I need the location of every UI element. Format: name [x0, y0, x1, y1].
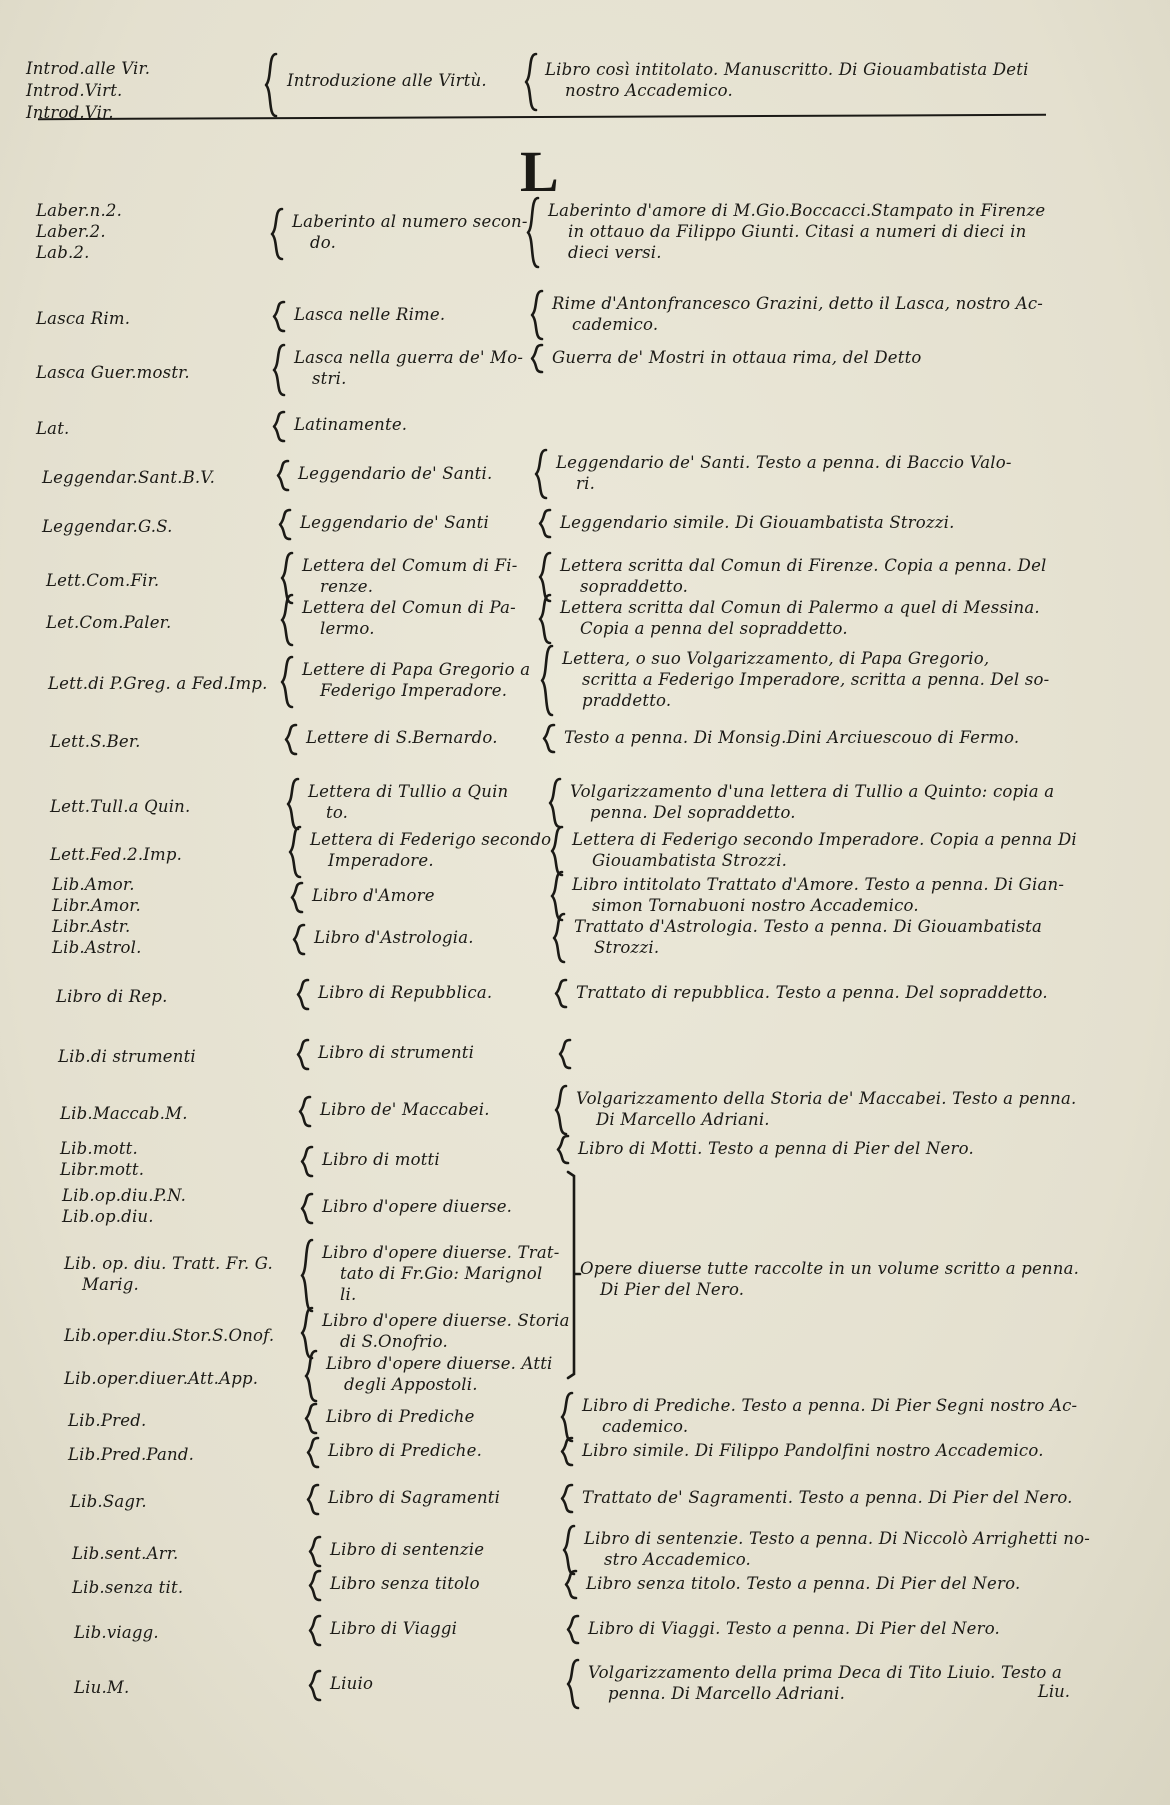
entry-title-line: Lettere di S.Bernardo. — [306, 728, 498, 747]
brace-icon — [278, 593, 296, 647]
entry-abbreviation — [52, 916, 142, 958]
entry-description-line: Libro simile. Di Filippo Pandolfini nostro Accademico. — [582, 1441, 1044, 1460]
entry-description-line: ri. — [576, 474, 596, 493]
brace-icon — [304, 1483, 322, 1516]
header-title: Introduzione alle Virtù. — [287, 71, 487, 90]
brace-icon — [558, 1436, 576, 1467]
entry-title — [318, 982, 492, 1003]
catchword: Liu. — [1037, 1682, 1070, 1701]
entry-abbreviation — [46, 570, 159, 591]
brace-icon — [296, 1095, 314, 1128]
entry-abbreviation — [64, 1253, 273, 1295]
entry-title-line: Lettera del Comun di Pa- — [302, 598, 516, 617]
brace-icon — [306, 1535, 324, 1568]
entry-title — [302, 597, 516, 639]
brace-icon — [564, 1658, 582, 1710]
entry-description-line: Libro senza titolo. Testo a penna. Di Pier del Nero. — [586, 1574, 1021, 1593]
entry-title — [314, 927, 474, 948]
entry-title — [294, 304, 445, 325]
entry-description-line: cademico. — [602, 1417, 689, 1436]
entry-description-line: Volgarizzamento della Storia de' Maccabei. Testo a penna. — [576, 1089, 1077, 1108]
entry-title-line: Libro di Sagramenti — [328, 1488, 501, 1507]
entry-title-line: Lasca nelle Rime. — [294, 304, 446, 324]
entry-abbreviation — [36, 418, 69, 439]
entry-description — [586, 1573, 1020, 1594]
entry-title — [292, 211, 528, 253]
entry-title-line: Libro di strumenti — [318, 1043, 475, 1062]
entry-description-line: Lettera di Federigo secondo Imperadore. Copia a penna Di — [572, 830, 1077, 849]
entry-abbreviation — [60, 1103, 188, 1124]
entry-description — [578, 1138, 974, 1159]
entry-title-line: Libro di motti — [322, 1149, 440, 1169]
entry-title — [302, 555, 517, 597]
entry-title-line: Federigo Imperadore. — [320, 680, 508, 700]
entry-description — [562, 648, 1049, 711]
entry-description-line: simon Tornabuoni nostro Accademico. — [592, 896, 919, 915]
entry-description — [552, 293, 1043, 335]
brace-icon — [276, 508, 294, 541]
entry-title — [300, 512, 489, 533]
entry-title — [294, 414, 407, 435]
entry-description-line: Copia a penna del sopraddetto. — [580, 619, 848, 638]
entry-description — [560, 555, 1047, 597]
entry-description-line: Rime d'Antonfrancesco Grazini, detto il Lasca, nostro Ac- — [552, 294, 1044, 313]
entry-abbreviation-line: Libr.Astr. — [52, 917, 131, 936]
entry-description — [572, 829, 1077, 871]
entry-title-line: tato di Fr.Gio: Marignol — [340, 1264, 543, 1283]
entry-title-line: Lettera di Tullio a Quin — [308, 782, 509, 801]
entry-abbreviation-line: Lett.S.Ber. — [50, 732, 141, 751]
entry-description-line: Laberinto d'amore di M.Gio.Boccacci.Stampato in Firenze — [548, 201, 1046, 220]
brace-icon — [302, 1402, 320, 1435]
brace-icon — [552, 1084, 570, 1136]
entry-title-line: Libro di Viaggi — [330, 1619, 458, 1638]
entry-abbreviation-line: Lib.Sagr. — [70, 1492, 147, 1511]
entry-title — [326, 1353, 553, 1395]
abbr-line: Introd.alle Vir. — [26, 59, 151, 78]
entry-title — [322, 1149, 440, 1170]
entry-description-line: Lettera scritta dal Comun di Firenze. Copia a penna. Del — [560, 556, 1047, 575]
brace-icon — [552, 978, 570, 1009]
entry-abbreviation-line: Laber.2. — [36, 222, 106, 241]
entry-title-line: Libro senza titolo — [330, 1574, 480, 1593]
entry-abbreviation-line: Lib.di strumenti — [58, 1047, 196, 1066]
brace-icon — [306, 1669, 324, 1702]
entry-abbreviation — [68, 1410, 146, 1431]
header-abbreviations — [26, 58, 150, 124]
brace-icon — [270, 410, 288, 443]
entry-abbreviation-line: Lib.sent.Arr. — [72, 1543, 179, 1563]
brace-icon — [304, 1436, 322, 1469]
entry-title — [308, 781, 508, 823]
brace-icon — [298, 1192, 316, 1225]
entry-description-line: scritta a Federigo Imperadore, scritta a penna. Del so- — [582, 670, 1050, 689]
entry-description-line: Libro di Viaggi. Testo a penna. Di Pier del Nero. — [588, 1619, 1000, 1638]
entry-title — [322, 1196, 512, 1217]
entry-abbreviation — [56, 986, 168, 1007]
entry-title — [302, 659, 530, 701]
entry-abbreviation-line: Libr.mott. — [60, 1160, 145, 1179]
entry-description — [552, 347, 922, 368]
entry-description — [548, 200, 1045, 263]
entry-title — [298, 463, 492, 484]
entry-abbreviation — [70, 1491, 147, 1512]
entry-description — [574, 916, 1042, 958]
entry-description-line: Volgarizzamento della prima Deca di Tito Liuio. Testo a — [588, 1663, 1063, 1682]
brace-icon — [538, 644, 556, 717]
entry-abbreviation-line: Lib.Maccab.M. — [60, 1103, 188, 1123]
brace-icon — [306, 1614, 324, 1647]
brace-icon — [522, 52, 540, 112]
entry-description-line: penna. Di Marcello Adriani. — [608, 1684, 846, 1703]
entry-abbreviation — [52, 874, 141, 916]
entry-abbreviation-line: Lab.2. — [36, 243, 90, 262]
entry-abbreviation-line: Lib.Astrol. — [52, 938, 142, 957]
brace-icon — [288, 881, 306, 914]
entry-title — [322, 1242, 560, 1305]
entry-abbreviation — [36, 362, 190, 383]
entry-title — [330, 1539, 484, 1560]
entry-description — [564, 727, 1019, 748]
brace-icon — [528, 289, 546, 341]
entry-description — [582, 1440, 1044, 1461]
entry-title-line: Leggendario de' Santi — [300, 513, 489, 532]
entry-abbreviation-line: Lett.di P.Greg. a Fed.Imp. — [48, 674, 268, 693]
entry-abbreviation-line: Lett.Fed.2.Imp. — [50, 844, 183, 864]
entry-description-line: Trattato di repubblica. Testo a penna. Del sopraddetto. — [576, 983, 1048, 1002]
section-letter: L — [520, 139, 559, 204]
entry-title-line: degli Appostoli. — [344, 1375, 478, 1394]
entry-description-line: Guerra de' Mostri in ottaua rima, del Detto — [552, 348, 922, 367]
entry-title — [328, 1487, 500, 1508]
entry-description-line: Lettera, o suo Volgarizzamento, di Papa Gregorio, — [562, 649, 990, 668]
entry-abbreviation-line: Lib. op. diu. Tratt. Fr. G. — [64, 1253, 273, 1273]
entry-title — [322, 1310, 570, 1352]
entry-title — [330, 1573, 480, 1594]
entry-description — [560, 512, 955, 533]
entry-abbreviation — [74, 1677, 129, 1698]
entry-description-line: Testo a penna. Di Monsig.Dini Arciuescouo di Fermo. — [564, 728, 1020, 747]
entry-description-line: Di Marcello Adriani. — [596, 1110, 770, 1129]
entry-abbreviation — [50, 796, 190, 817]
entry-abbreviation — [72, 1577, 183, 1598]
brace-icon — [294, 1038, 312, 1071]
header-description — [545, 59, 1029, 101]
entry-description — [588, 1662, 1062, 1704]
entry-description-line: cademico. — [572, 315, 659, 334]
brace-icon — [540, 723, 558, 754]
entry-description-line: Leggendario de' Santi. Testo a penna. di Baccio Valo- — [556, 453, 1012, 472]
brace-icon — [554, 1134, 572, 1165]
entry-description — [584, 1528, 1090, 1570]
brace-icon — [558, 1483, 576, 1514]
abbr-line: Introd.Vir. — [26, 103, 114, 122]
entry-abbreviation — [48, 673, 268, 694]
entry-title — [328, 1440, 482, 1461]
brace-icon — [262, 52, 280, 118]
entry-title — [330, 1618, 457, 1639]
entry-abbreviation-line: Laber.n.2. — [36, 201, 123, 220]
entry-title — [310, 829, 551, 871]
entry-description — [576, 1088, 1077, 1130]
entry-title-line: Libro d'Amore — [312, 885, 435, 905]
brace-icon — [536, 508, 554, 539]
desc-line: Libro così intitolato. Manuscritto. Di Giouambatista Deti — [545, 60, 1029, 79]
brace-icon — [282, 723, 300, 756]
entry-description — [570, 781, 1054, 823]
brace-icon — [306, 1569, 324, 1602]
entry-title-line: Libro di Repubblica. — [318, 983, 493, 1002]
entry-description-line: Trattato de' Sagramenti. Testo a penna. Di Pier del Nero. — [582, 1488, 1073, 1507]
entry-title-line: to. — [326, 803, 349, 822]
entry-abbreviation-line: Leggendar.Sant.B.V. — [42, 467, 216, 487]
brace-icon — [532, 448, 550, 500]
brace-icon — [298, 1145, 316, 1178]
entry-abbreviation-line: Lib.mott. — [60, 1139, 138, 1158]
entry-title-line: Libro d'opere diuerse. Atti — [326, 1354, 553, 1373]
entry-title-line: Libro di Prediche. — [328, 1441, 483, 1460]
desc-line: Di Pier del Nero. — [600, 1280, 745, 1299]
entry-description — [560, 597, 1040, 639]
entry-title-line: renze. — [320, 577, 374, 596]
desc-line: Opere diuerse tutte raccolte in un volume scritto a penna. — [580, 1259, 1080, 1278]
entry-abbreviation-line: Lib.op.diu.P.N. — [62, 1186, 187, 1205]
entry-description-line: Giouambatista Strozzi. — [592, 851, 788, 870]
entry-abbreviation-line: Lib.senza tit. — [72, 1578, 184, 1597]
entry-title — [312, 885, 435, 906]
brace-icon — [562, 1569, 580, 1600]
entry-description-line: sopraddetto. — [580, 577, 689, 596]
entry-abbreviation-line: Lasca Guer.mostr. — [36, 362, 190, 382]
entry-description-line: Lettera scritta dal Comun di Palermo a quel di Messina. — [560, 598, 1040, 617]
entry-description-line: praddetto. — [582, 691, 672, 710]
brace-icon — [528, 343, 546, 374]
entry-description-line: Strozzi. — [594, 938, 660, 957]
brace-icon — [270, 343, 288, 397]
entry-description — [556, 452, 1012, 494]
entry-description-line: Volgarizzamento d'una lettera di Tullio a Quinto: copia a — [570, 782, 1055, 801]
entry-title-line: Lettera di Federigo secondo — [310, 830, 552, 849]
entry-abbreviation — [42, 516, 173, 537]
entry-title-line: Lasca nella guerra de' Mo- — [294, 348, 524, 367]
brace-icon — [286, 825, 304, 879]
entry-abbreviation-line: Let.Com.Paler. — [46, 612, 172, 632]
brace-icon — [268, 207, 286, 261]
entry-abbreviation-line: Lib.viagg. — [74, 1623, 159, 1642]
brace-icon — [302, 1349, 320, 1403]
entry-abbreviation — [46, 612, 171, 633]
entry-title-line: Laberinto al numero secon- — [292, 211, 528, 231]
brace-icon — [564, 1614, 582, 1645]
entry-abbreviation-line: Lat. — [36, 419, 70, 438]
desc-line: nostro Accademico. — [565, 81, 733, 100]
entry-description-line: stro Accademico. — [604, 1550, 751, 1569]
entry-description-line: Libro di Motti. Testo a penna di Pier del Nero. — [578, 1139, 974, 1158]
brace-icon — [270, 300, 288, 333]
entry-title-line: Libro de' Maccabei. — [320, 1099, 490, 1119]
entry-description-line: Libro di sentenzie. Testo a penna. Di Niccolò Arrighetti no- — [584, 1529, 1090, 1548]
entry-description-line: Libro di Prediche. Testo a penna. Di Pier Segni nostro Ac- — [582, 1396, 1078, 1415]
brace-icon — [274, 459, 292, 492]
brace-icon — [294, 978, 312, 1011]
entry-abbreviation — [62, 1185, 186, 1227]
entry-title-line: Libro di Prediche — [326, 1406, 475, 1426]
brace-icon — [290, 923, 308, 956]
entry-title-line: Libro d'opere diuerse. Trat- — [322, 1243, 560, 1262]
entry-abbreviation-line: Lib.Pred.Pand. — [68, 1445, 195, 1464]
shared-description — [580, 1258, 1079, 1300]
entry-description — [576, 982, 1048, 1003]
entry-abbreviation — [74, 1622, 159, 1643]
entry-abbreviation-line: Marig. — [82, 1274, 139, 1294]
section-rule — [38, 114, 1046, 120]
entry-title-line: di S.Onofrio. — [340, 1332, 448, 1351]
brace-icon — [298, 1238, 316, 1313]
entry-abbreviation — [64, 1368, 258, 1389]
entry-abbreviation — [50, 731, 141, 752]
entry-abbreviation — [58, 1046, 196, 1067]
entry-title-line: Lettere di Papa Gregorio a — [302, 659, 531, 679]
entry-description-line: Trattato d'Astrologia. Testo a penna. Di Giouambatista — [574, 917, 1042, 936]
entry-description-line: Leggendario simile. Di Giouambatista Strozzi. — [560, 513, 955, 532]
entry-abbreviation — [36, 308, 130, 329]
brace-icon — [550, 912, 568, 964]
entry-abbreviation — [50, 844, 182, 865]
entry-description — [588, 1618, 1000, 1639]
entry-description-line: penna. Del sopraddetto. — [590, 803, 796, 822]
abbr-line: Introd.Virt. — [26, 81, 123, 100]
entry-title-line: Libro d'opere diuerse. — [322, 1196, 513, 1216]
entry-description — [582, 1395, 1077, 1437]
entry-abbreviation-line: Liu.M. — [74, 1677, 130, 1697]
brace-icon — [524, 196, 542, 269]
entry-description-line: Libro intitolato Trattato d'Amore. Testo a penna. Di Gian- — [572, 875, 1065, 894]
entry-abbreviation-line: Lib.Pred. — [68, 1410, 147, 1430]
entry-abbreviation-line: Lett.Com.Fir. — [46, 570, 160, 590]
entry-abbreviation — [36, 200, 122, 263]
entry-title-line: Libro d'Astrologia. — [314, 927, 474, 947]
entry-abbreviation — [68, 1444, 194, 1465]
entry-description — [582, 1487, 1073, 1508]
shared-bracket — [566, 1170, 570, 1380]
entry-abbreviation-line: Lib.oper.diuer.Att.App. — [64, 1368, 259, 1388]
entry-title-line: do. — [310, 232, 337, 252]
entry-title-line: Latinamente. — [294, 415, 408, 434]
entry-abbreviation-line: Libro di Rep. — [56, 987, 168, 1006]
entry-abbreviation-line: Leggendar.G.S. — [42, 517, 173, 536]
entry-title — [294, 347, 523, 389]
entry-abbreviation-line: Lib.Amor. — [52, 875, 135, 894]
entry-title — [318, 1042, 474, 1063]
entry-abbreviation-line: Lib.oper.diu.Stor.S.Onof. — [64, 1325, 275, 1345]
entry-abbreviation — [42, 467, 215, 488]
entry-abbreviation — [64, 1325, 274, 1346]
brace-icon — [284, 777, 302, 831]
entry-title-line: stri. — [312, 369, 347, 388]
entry-title-line: Libro d'opere diuerse. Storia — [322, 1311, 570, 1330]
entry-title-line: Leggendario de' Santi. — [298, 463, 493, 483]
entry-title-line: lermo. — [320, 619, 375, 638]
entry-description — [572, 874, 1064, 916]
entry-abbreviation-line: Lett.Tull.a Quin. — [50, 796, 191, 816]
entry-title-line: Libro di sentenzie — [330, 1539, 485, 1559]
entry-title-line: Imperadore. — [328, 851, 434, 870]
brace-icon — [546, 777, 564, 829]
entry-description-line: dieci versi. — [568, 243, 662, 262]
entry-abbreviation-line: Libr.Amor. — [52, 896, 141, 915]
entry-description-line: in ottauo da Filippo Giunti. Citasi a numeri di dieci in — [568, 222, 1027, 241]
brace-icon — [536, 593, 554, 645]
entry-title-line: li. — [340, 1285, 357, 1304]
entry-title — [306, 727, 498, 748]
entry-abbreviation-line: Lasca Rim. — [36, 308, 131, 328]
entry-title-line: Liuio — [330, 1673, 374, 1693]
brace-icon — [278, 655, 296, 709]
entry-title — [330, 1673, 373, 1694]
entry-abbreviation-line: Lib.op.diu. — [62, 1207, 154, 1226]
entry-title — [320, 1099, 490, 1120]
entry-abbreviation — [60, 1138, 144, 1180]
entry-title-line: Lettera del Comum di Fi- — [302, 556, 518, 575]
entry-abbreviation — [72, 1543, 179, 1564]
entry-title — [326, 1406, 475, 1427]
brace-icon — [556, 1038, 574, 1070]
